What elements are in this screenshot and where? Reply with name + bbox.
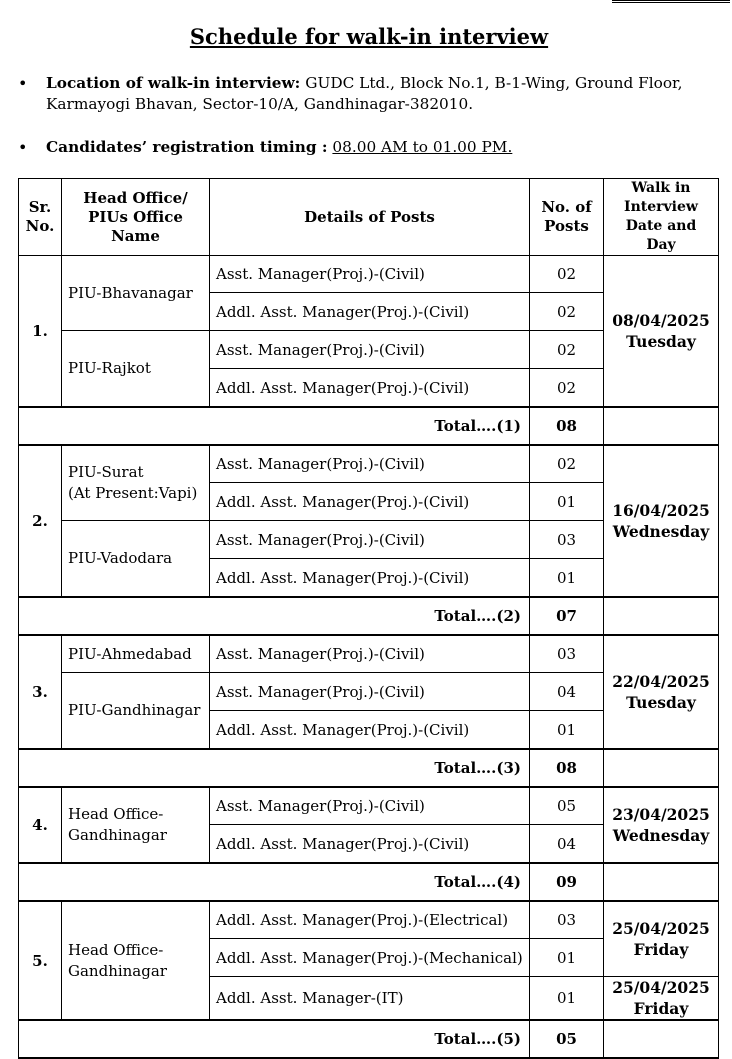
office-name: PIU-Ahmedabad bbox=[62, 635, 210, 673]
table-row bbox=[19, 787, 719, 825]
post-name: Addl. Asst. Manager(Proj.)-(Civil) bbox=[210, 369, 530, 408]
empty-cell bbox=[604, 597, 719, 635]
interview-date: 16/04/2025 Wednesday bbox=[604, 445, 719, 597]
office-name: PIU-Rajkot bbox=[62, 331, 210, 408]
schedule-table bbox=[18, 178, 719, 1059]
header-office: Head Office/ PIUs Office Name bbox=[62, 179, 210, 256]
post-count: 02 bbox=[530, 293, 604, 331]
table-row bbox=[19, 635, 719, 673]
total-row bbox=[19, 597, 719, 635]
sr-number: 2. bbox=[19, 445, 62, 597]
total-value: 05 bbox=[530, 1020, 604, 1058]
total-row bbox=[19, 1020, 719, 1058]
post-count: 04 bbox=[530, 825, 604, 864]
post-name: Asst. Manager(Proj.)-(Civil) bbox=[210, 635, 530, 673]
office-name: PIU-Surat (At Present:Vapi) bbox=[62, 445, 210, 521]
sr-number: 1. bbox=[19, 256, 62, 408]
sr-number: 5. bbox=[19, 901, 62, 1020]
total-value: 07 bbox=[530, 597, 604, 635]
post-count: 01 bbox=[530, 711, 604, 750]
page-title: Schedule for walk-in interview bbox=[189, 24, 549, 49]
header-date: Walk in Interview Date and Day bbox=[604, 179, 719, 256]
location-label: Location of walk-in interview: bbox=[46, 74, 301, 92]
office-name: PIU-Gandhinagar bbox=[62, 673, 210, 750]
interview-date: 08/04/2025 Tuesday bbox=[604, 256, 719, 408]
total-value: 09 bbox=[530, 863, 604, 901]
table-row bbox=[19, 901, 719, 939]
post-count: 01 bbox=[530, 939, 604, 977]
post-count: 03 bbox=[530, 635, 604, 673]
total-label: Total….(4) bbox=[19, 863, 530, 901]
empty-cell bbox=[604, 407, 719, 445]
post-count: 05 bbox=[530, 787, 604, 825]
total-value: 08 bbox=[530, 749, 604, 787]
post-count: 04 bbox=[530, 673, 604, 711]
top-rule bbox=[612, 0, 730, 3]
post-name: Asst. Manager(Proj.)-(Civil) bbox=[210, 673, 530, 711]
interview-date: 25/04/2025 Friday bbox=[604, 901, 719, 977]
bullet-icon: • bbox=[18, 138, 28, 157]
header-details: Details of Posts bbox=[210, 179, 530, 256]
post-count: 02 bbox=[530, 331, 604, 369]
post-count: 01 bbox=[530, 483, 604, 521]
location-bullet bbox=[18, 73, 730, 115]
post-name: Asst. Manager(Proj.)-(Civil) bbox=[210, 787, 530, 825]
header-sr: Sr. No. bbox=[19, 179, 62, 256]
timing-bullet bbox=[18, 137, 730, 158]
location-text: GUDC Ltd., Block No.1, B-1-Wing, Ground Floor, Karmayogi Bhavan, Sector-10/A, Gandhinagar-382010. bbox=[46, 74, 683, 113]
post-name: Asst. Manager(Proj.)-(Civil) bbox=[210, 256, 530, 293]
office-name: PIU-Vadodara bbox=[62, 521, 210, 598]
total-label: Total….(5) bbox=[19, 1020, 530, 1058]
office-name: Head Office- Gandhinagar bbox=[62, 787, 210, 863]
post-name: Addl. Asst. Manager(Proj.)-(Civil) bbox=[210, 483, 530, 521]
post-count: 01 bbox=[530, 559, 604, 598]
post-name: Addl. Asst. Manager(Proj.)-(Civil) bbox=[210, 825, 530, 864]
post-name: Addl. Asst. Manager(Proj.)-(Civil) bbox=[210, 293, 530, 331]
post-count: 03 bbox=[530, 901, 604, 939]
office-name: Head Office- Gandhinagar bbox=[62, 901, 210, 1020]
total-value: 08 bbox=[530, 407, 604, 445]
total-row bbox=[19, 863, 719, 901]
table-row bbox=[19, 445, 719, 483]
post-name: Addl. Asst. Manager(Proj.)-(Civil) bbox=[210, 559, 530, 598]
post-count: 02 bbox=[530, 445, 604, 483]
total-row bbox=[19, 407, 719, 445]
post-name: Addl. Asst. Manager(Proj.)-(Mechanical) bbox=[210, 939, 530, 977]
post-name: Addl. Asst. Manager(Proj.)-(Electrical) bbox=[210, 901, 530, 939]
total-label: Total….(2) bbox=[19, 597, 530, 635]
post-name: Asst. Manager(Proj.)-(Civil) bbox=[210, 331, 530, 369]
timing-label: Candidates’ registration timing : bbox=[46, 138, 328, 156]
post-name: Addl. Asst. Manager-(IT) bbox=[210, 977, 530, 1021]
sr-number: 3. bbox=[19, 635, 62, 749]
post-name: Addl. Asst. Manager(Proj.)-(Civil) bbox=[210, 711, 530, 750]
header-posts: No. of Posts bbox=[530, 179, 604, 256]
total-row bbox=[19, 749, 719, 787]
table-row bbox=[19, 256, 719, 293]
office-name: PIU-Bhavanagar bbox=[62, 256, 210, 331]
empty-cell bbox=[604, 863, 719, 901]
post-count: 02 bbox=[530, 256, 604, 293]
interview-date: 22/04/2025 Tuesday bbox=[604, 635, 719, 749]
post-count: 01 bbox=[530, 977, 604, 1021]
total-label: Total….(1) bbox=[19, 407, 530, 445]
post-name: Asst. Manager(Proj.)-(Civil) bbox=[210, 445, 530, 483]
table-header-row bbox=[19, 179, 719, 256]
info-bullets bbox=[18, 73, 730, 180]
timing-text: 08.00 AM to 01.00 PM. bbox=[332, 138, 513, 156]
empty-cell bbox=[604, 749, 719, 787]
bullet-icon: • bbox=[18, 74, 28, 93]
interview-date: 23/04/2025 Wednesday bbox=[604, 787, 719, 863]
empty-cell bbox=[604, 1020, 719, 1058]
total-label: Total….(3) bbox=[19, 749, 530, 787]
sr-number: 4. bbox=[19, 787, 62, 863]
post-count: 02 bbox=[530, 369, 604, 408]
post-count: 03 bbox=[530, 521, 604, 559]
post-name: Asst. Manager(Proj.)-(Civil) bbox=[210, 521, 530, 559]
interview-date: 25/04/2025 Friday bbox=[604, 977, 719, 1021]
